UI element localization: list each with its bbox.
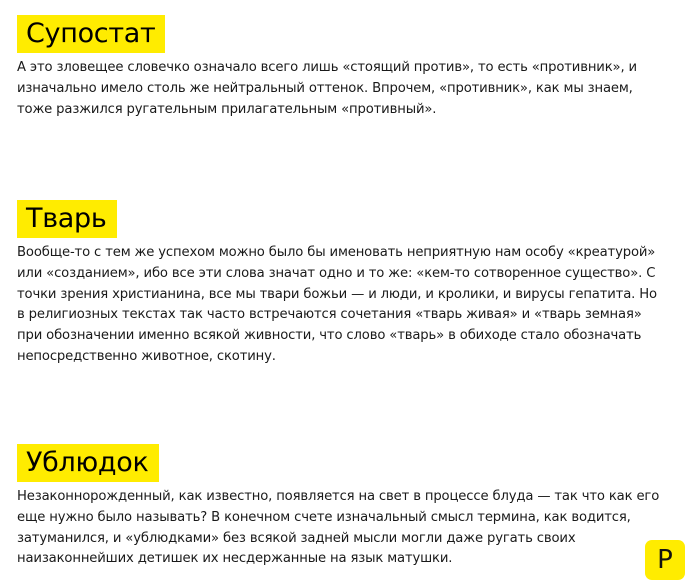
entry-text: А это зловещее словечко означало всего лишь «стоящий против», то есть «противник», и изначально имело столь же нейтральный оттенок. Впрочем, «противник», как мы знаем, тоже разжился ругательным прилагательным «противный».	[17, 60, 637, 117]
entry-tvar	[17, 200, 685, 368]
entry-suprostat	[17, 15, 685, 120]
entry-title: Тварь	[17, 200, 117, 238]
site-logo-icon	[645, 540, 685, 580]
logo-letter: Р	[657, 545, 673, 575]
entry-title: Ублюдок	[17, 444, 159, 482]
entry-text: Вообще-то с тем же успехом можно было бы именовать неприятную нам особу «креатурой» или «созданием», ибо все эти слова значат одно и то же: «кем-то сотворенное существо». С точки зрения христианина, все мы твари божьи — и люди, и кролики, и вирусы гепатита. Но в религиозных текстах так часто встречаются сочетания «тварь живая» и «тварь земная» при обозначении именно всякой живности, что слово «тварь» в обиходе стало обозначать непосредственно животное, скотину.	[17, 245, 657, 364]
entry-ublyudok	[17, 444, 685, 570]
entry-text: Незаконнорожденный, как известно, появляется на свет в процессе блуда — так что как его еще нужно было называть? В конечном счете изначальный смысл термина, как водится, затуманился, и «ублюдками» без всякой задней мысли могли даже ругать своих наизаконнейших детишек их несдержанные на язык матушки.	[17, 489, 660, 567]
entry-title: Супостат	[17, 15, 165, 53]
